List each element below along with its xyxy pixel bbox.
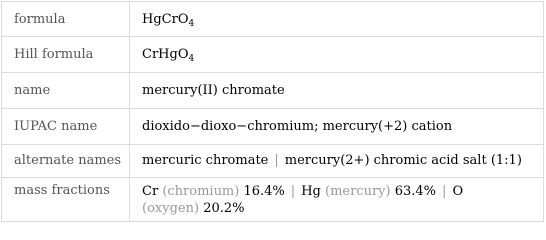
- name-value: mercury(II) chromate: [142, 83, 285, 98]
- row-label: IUPAC name: [14, 119, 98, 134]
- alternate-name: mercuric chromate: [142, 153, 269, 168]
- row-label: name: [14, 83, 51, 98]
- formula-subscript: 4: [188, 19, 195, 29]
- row-label: formula: [14, 12, 66, 27]
- table-row-hill-formula: [2, 37, 543, 73]
- element-name: (mercury): [325, 184, 391, 199]
- formula-value: [142, 12, 535, 27]
- hill-formula-subscript: 4: [188, 54, 195, 64]
- iupac-name-value: dioxido−dioxo−chromium; mercury(+2) cation: [142, 119, 453, 134]
- element-percent: 20.2%: [203, 201, 245, 216]
- properties-table: [1, 1, 544, 222]
- element-percent: 63.4%: [394, 184, 437, 199]
- table-row-mass-fractions: [2, 178, 543, 223]
- hill-formula-base: CrHgO: [142, 47, 189, 62]
- hill-formula-value: [142, 47, 535, 62]
- element-percent: 16.4%: [243, 184, 285, 199]
- mass-fraction-item: [142, 184, 285, 199]
- element-name: (oxygen): [142, 201, 200, 216]
- separator: |: [290, 184, 296, 199]
- element-symbol: O: [452, 184, 464, 199]
- mass-fraction-item: [301, 184, 436, 199]
- row-label: mass fractions: [14, 183, 110, 198]
- separator: |: [442, 184, 447, 199]
- mass-fractions-value: [142, 183, 533, 217]
- element-symbol: Cr: [142, 184, 159, 199]
- table-row-formula: [2, 2, 543, 37]
- formula-base: HgCrO: [142, 12, 189, 27]
- alternate-names-value: [142, 153, 535, 168]
- separator: |: [274, 153, 279, 168]
- element-name: (chromium): [162, 184, 240, 199]
- table-row-name: [2, 73, 543, 109]
- row-label: Hill formula: [14, 47, 94, 62]
- row-label: alternate names: [14, 153, 122, 168]
- table-row-alternate-names: [2, 145, 543, 178]
- alternate-name: mercury(2+) chromic acid salt (1:1): [284, 153, 522, 168]
- table-row-iupac-name: [2, 109, 543, 145]
- element-symbol: Hg: [301, 184, 321, 199]
